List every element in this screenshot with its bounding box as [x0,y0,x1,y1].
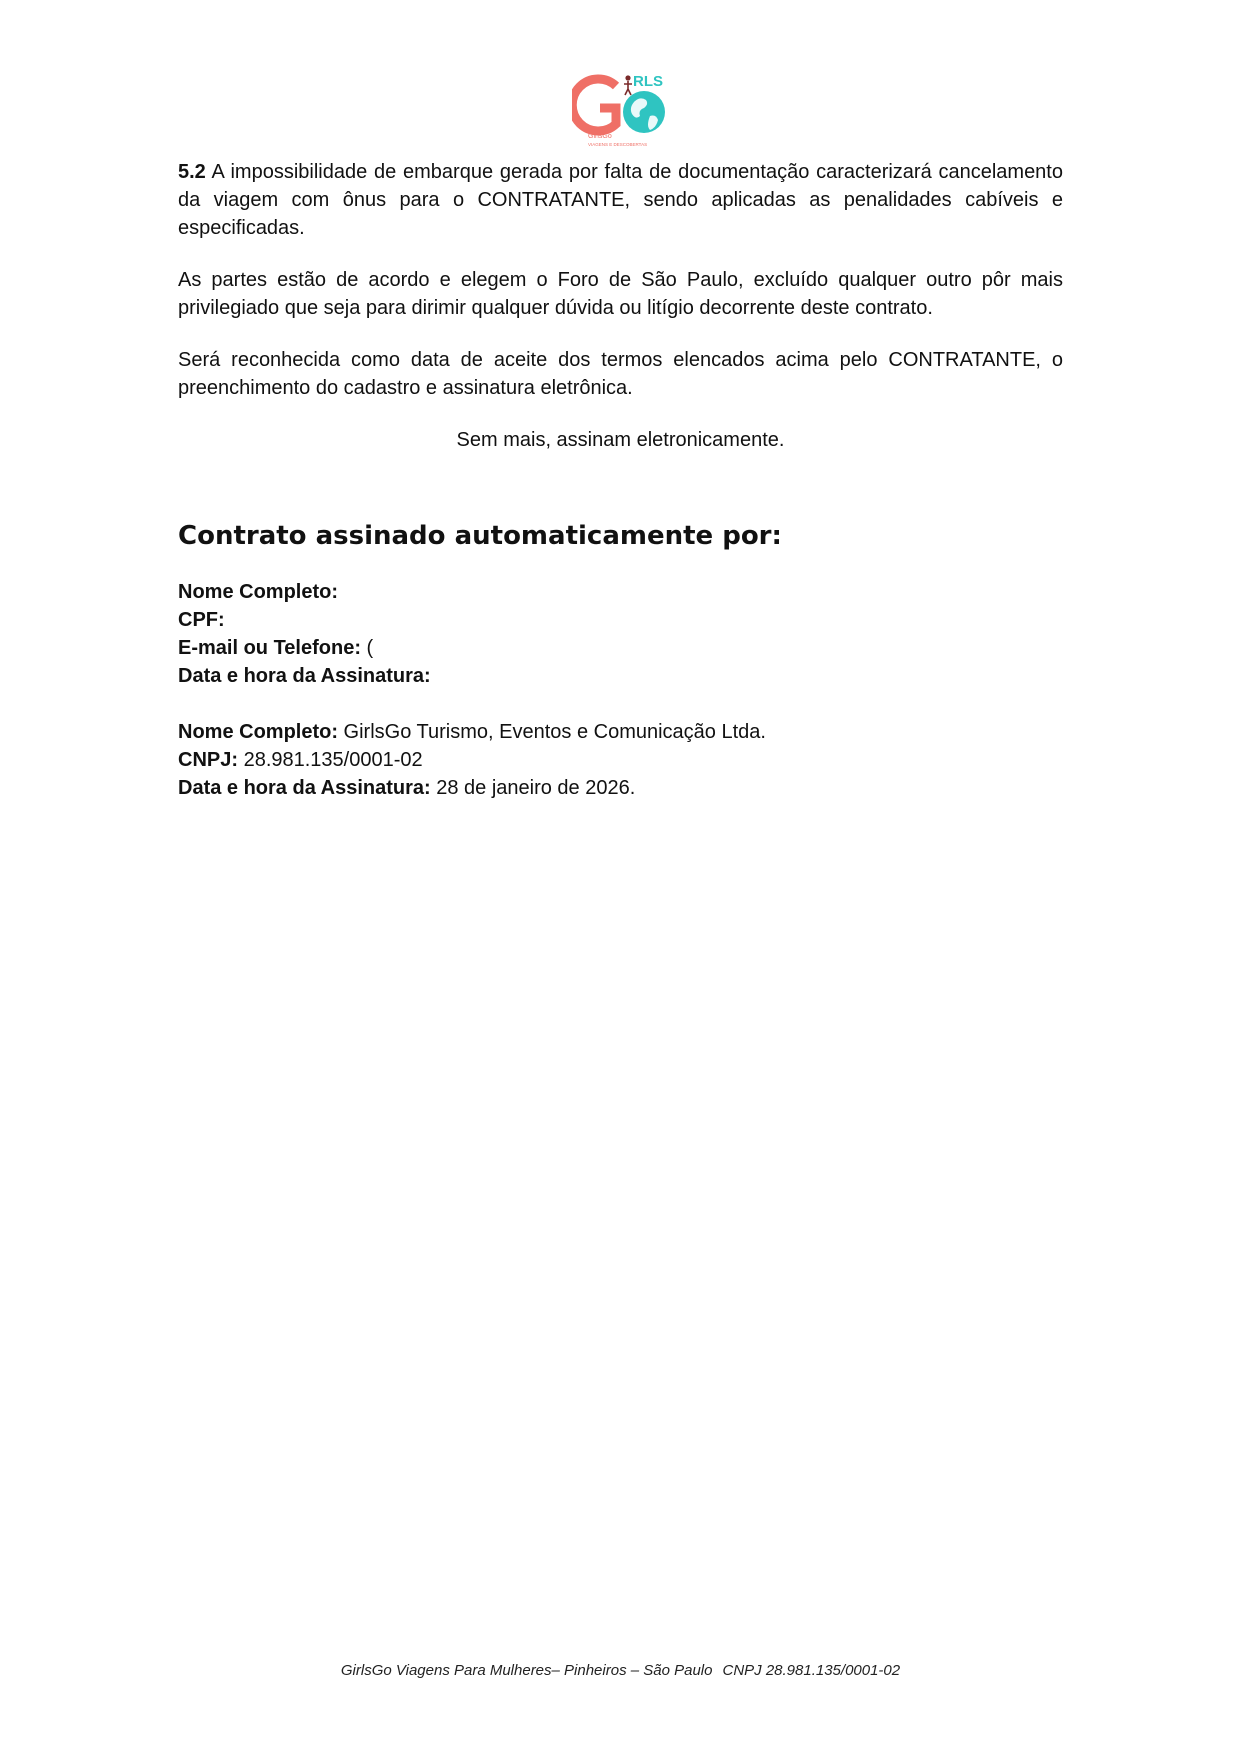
company-date-label: Data e hora da Assinatura: [178,777,431,799]
globe-icon [623,91,665,133]
page-footer [0,1662,1241,1679]
signature-heading: Contrato assinado automaticamente por: [178,521,782,551]
clause-text: A impossibilidade de embarque gerada por falta de documentação caracterizará cancelamento da viagem com ônus para o CONTRATANTE, sendo aplicadas as penalidades cabíveis e especificadas. [178,161,1063,239]
clause-5-2 [178,158,1063,242]
traveler-figure-icon [625,75,630,80]
acceptance-paragraph: Será reconhecida como data de aceite dos termos elencados acima pelo CONTRATANTE, o preenchimento do cadastro e assinatura eletrônica. [178,349,1063,399]
company-cnpj-value: 28.981.135/0001-02 [238,749,423,771]
closing-line: Sem mais, assinam eletronicamente. [456,429,785,451]
company-cnpj-label: CNPJ: [178,749,239,771]
client-signature-block [178,578,1063,690]
contract-body [178,158,1063,830]
girlsgo-logo [572,72,676,156]
jurisdiction-paragraph: As partes estão de acordo e elegem o Foro de São Paulo, excluído qualquer outro pôr mais privilegiado que seja para dirimir qualquer dúvida ou litígio decorrente deste contrato. [178,269,1063,319]
footer-company-text: GirlsGo Viagens Para Mulheres– Pinheiros – São Paulo [340,1662,713,1679]
logo-g-letter [572,79,616,131]
footer-cnpj-text: CNPJ 28.981.135/0001-02 [722,1662,901,1679]
logo-subtitle: GirlsGo [588,133,612,140]
logo-brand-text: RLS [633,73,663,90]
company-date-row [178,774,1063,802]
client-contact-label: E-mail ou Telefone: [178,637,361,659]
clause-number: 5.2 [178,161,206,183]
client-name-label: Nome Completo: [178,581,338,603]
logo-tagline: VIAGENS E DESCOBERTAS [588,142,648,147]
client-contact-row [178,634,1063,662]
client-date-row [178,662,1063,690]
company-signature-block [178,718,1063,802]
client-cpf-row [178,606,1063,634]
client-name-row [178,578,1063,606]
client-date-label: Data e hora da Assinatura: [178,665,431,687]
company-date-value: 28 de janeiro de 2026. [430,777,636,799]
company-cnpj-row [178,746,1063,774]
company-name-row [178,718,1063,746]
company-name-label: Nome Completo: [178,721,338,743]
client-contact-value: ( [366,637,374,659]
company-name-value: GirlsGo Turismo, Eventos e Comunicação Ltda. [338,721,766,743]
client-cpf-label: CPF: [178,609,225,631]
